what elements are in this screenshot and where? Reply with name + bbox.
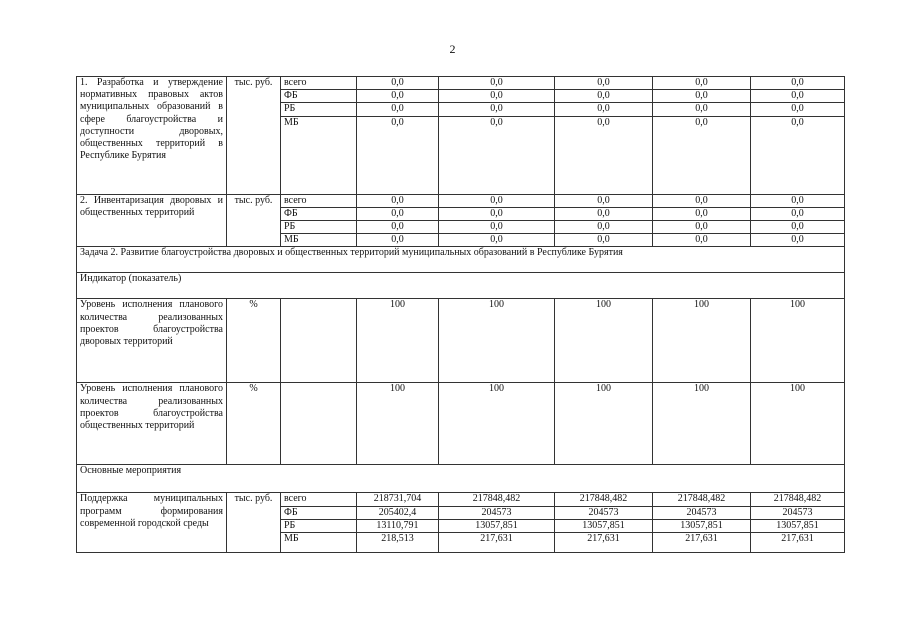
value-cell: 0,0 xyxy=(751,207,845,220)
value-cell: 0,0 xyxy=(357,221,439,234)
value-cell: 0,0 xyxy=(439,103,555,116)
source-label: ФБ xyxy=(281,90,357,103)
indicator-name: Уровень исполнения планового количества реализованных проектов благоустройства дворовых территорий xyxy=(77,299,227,383)
value-cell: 0,0 xyxy=(439,77,555,90)
value-cell: 0,0 xyxy=(653,77,751,90)
value-cell: 0,0 xyxy=(555,234,653,247)
value-cell: 0,0 xyxy=(357,207,439,220)
value-cell: 0,0 xyxy=(357,194,439,207)
value-cell: 205402,4 xyxy=(357,506,439,519)
value-cell: 0,0 xyxy=(751,103,845,116)
value-cell: 0,0 xyxy=(653,207,751,220)
value-cell: 217848,482 xyxy=(653,493,751,506)
value-cell: 100 xyxy=(357,383,439,465)
value-cell: 217,631 xyxy=(653,533,751,553)
indicator-name: Уровень исполнения планового количества реализованных проектов благоустройства общественных территорий xyxy=(77,383,227,465)
value-cell: 13057,851 xyxy=(555,519,653,532)
budget-table xyxy=(76,76,845,553)
value-cell: 217848,482 xyxy=(751,493,845,506)
value-cell: 0,0 xyxy=(751,77,845,90)
unit-cell: тыс. руб. xyxy=(227,77,281,195)
value-cell: 217,631 xyxy=(751,533,845,553)
value-cell: 0,0 xyxy=(357,116,439,194)
value-cell: 100 xyxy=(555,383,653,465)
value-cell: 0,0 xyxy=(555,103,653,116)
indicator-heading: Индикатор (показатель) xyxy=(77,273,845,299)
value-cell: 100 xyxy=(653,299,751,383)
value-cell: 0,0 xyxy=(653,194,751,207)
source-label: РБ xyxy=(281,519,357,532)
value-cell: 0,0 xyxy=(439,116,555,194)
value-cell: 0,0 xyxy=(751,116,845,194)
value-cell: 218731,704 xyxy=(357,493,439,506)
table-row xyxy=(77,383,845,465)
value-cell: 0,0 xyxy=(439,90,555,103)
value-cell: 0,0 xyxy=(357,234,439,247)
source-label: РБ xyxy=(281,221,357,234)
table-row xyxy=(77,77,845,90)
unit-cell: тыс. руб. xyxy=(227,194,281,247)
value-cell: 100 xyxy=(439,383,555,465)
table-row xyxy=(77,247,845,273)
value-cell: 0,0 xyxy=(751,90,845,103)
value-cell: 217,631 xyxy=(439,533,555,553)
value-cell: 0,0 xyxy=(357,77,439,90)
value-cell: 0,0 xyxy=(751,221,845,234)
value-cell: 0,0 xyxy=(555,194,653,207)
value-cell: 218,513 xyxy=(357,533,439,553)
task-heading: Задача 2. Развитие благоустройства дворовых и общественных территорий муниципальных образований в Республике Бурятия xyxy=(77,247,845,273)
source-label: всего xyxy=(281,194,357,207)
activity-name: 1. Разработка и утверждение нормативных правовых актов муниципальных образований в сфере благоустройства и доступности дворовых, общественных территорий в Республике Бурятия xyxy=(77,77,227,195)
value-cell: 0,0 xyxy=(653,103,751,116)
value-cell: 13110,791 xyxy=(357,519,439,532)
source-label: ФБ xyxy=(281,506,357,519)
value-cell: 217848,482 xyxy=(555,493,653,506)
value-cell: 100 xyxy=(751,383,845,465)
value-cell: 0,0 xyxy=(439,194,555,207)
value-cell: 0,0 xyxy=(555,90,653,103)
value-cell: 100 xyxy=(555,299,653,383)
value-cell: 0,0 xyxy=(357,103,439,116)
value-cell: 217848,482 xyxy=(439,493,555,506)
source-label: МБ xyxy=(281,533,357,553)
unit-cell: % xyxy=(227,383,281,465)
value-cell: 0,0 xyxy=(555,221,653,234)
table-row xyxy=(77,194,845,207)
value-cell: 0,0 xyxy=(555,116,653,194)
value-cell: 13057,851 xyxy=(653,519,751,532)
value-cell: 100 xyxy=(751,299,845,383)
value-cell: 0,0 xyxy=(357,90,439,103)
value-cell: 0,0 xyxy=(751,234,845,247)
page-number: 2 xyxy=(449,42,456,56)
measures-heading: Основные мероприятия xyxy=(77,465,845,493)
value-cell: 0,0 xyxy=(653,234,751,247)
activity-name: 2. Инвентаризация дворовых и общественных территорий xyxy=(77,194,227,247)
table-row xyxy=(77,465,845,493)
value-cell: 204573 xyxy=(555,506,653,519)
source-label xyxy=(281,383,357,465)
value-cell: 0,0 xyxy=(653,221,751,234)
source-label: ФБ xyxy=(281,207,357,220)
value-cell: 100 xyxy=(653,383,751,465)
value-cell: 217,631 xyxy=(555,533,653,553)
source-label: МБ xyxy=(281,234,357,247)
value-cell: 0,0 xyxy=(439,234,555,247)
value-cell: 100 xyxy=(439,299,555,383)
source-label: всего xyxy=(281,77,357,90)
unit-cell: % xyxy=(227,299,281,383)
source-label xyxy=(281,299,357,383)
value-cell: 0,0 xyxy=(555,207,653,220)
value-cell: 100 xyxy=(357,299,439,383)
table-row xyxy=(77,273,845,299)
value-cell: 204573 xyxy=(439,506,555,519)
value-cell: 0,0 xyxy=(555,77,653,90)
value-cell: 204573 xyxy=(653,506,751,519)
table-row xyxy=(77,299,845,383)
value-cell: 0,0 xyxy=(751,194,845,207)
value-cell: 0,0 xyxy=(653,90,751,103)
value-cell: 0,0 xyxy=(439,221,555,234)
value-cell: 0,0 xyxy=(439,207,555,220)
table-row xyxy=(77,493,845,506)
source-label: МБ xyxy=(281,116,357,194)
activity-name: Поддержка муниципальных программ формирования современной городской среды xyxy=(77,493,227,553)
unit-cell: тыс. руб. xyxy=(227,493,281,553)
value-cell: 0,0 xyxy=(653,116,751,194)
value-cell: 204573 xyxy=(751,506,845,519)
value-cell: 13057,851 xyxy=(439,519,555,532)
value-cell: 13057,851 xyxy=(751,519,845,532)
source-label: всего xyxy=(281,493,357,506)
source-label: РБ xyxy=(281,103,357,116)
